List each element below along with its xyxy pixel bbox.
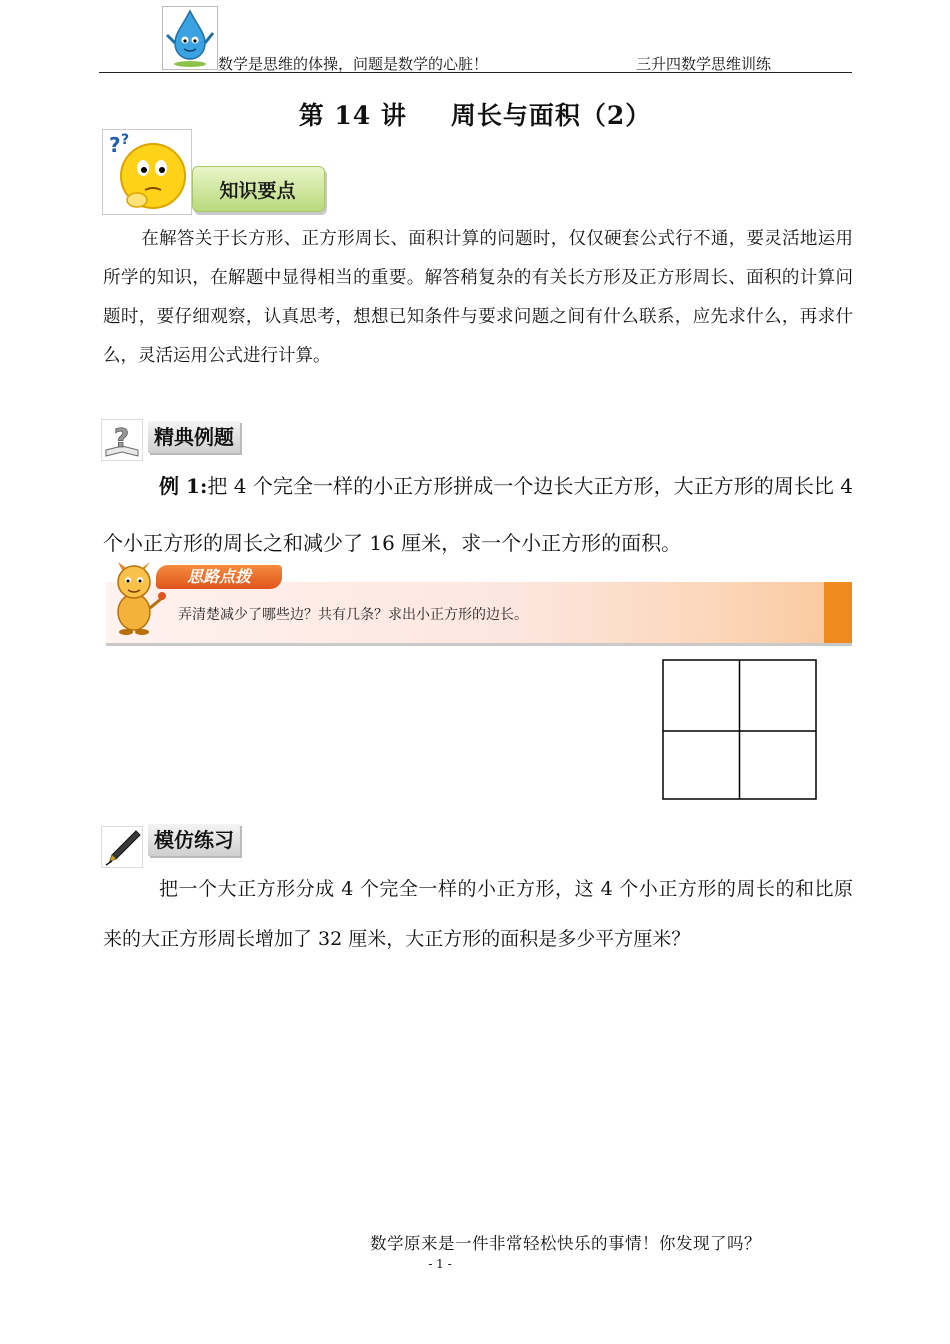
practice-heading: 模仿练习 <box>148 824 240 856</box>
page-title <box>0 96 950 132</box>
practice-text: 把一个大正方形分成 4 个完全一样的小正方形，这 4 个小正方形的周长的和比原来的大正方形周长增加了 32 厘米，大正方形的面积是多少平方厘米？ <box>103 878 853 950</box>
header-slogan: 数学是思维的体操，问题是数学的心脏！ <box>218 55 489 73</box>
knowledge-paragraph-text: 在解答关于长方形、正方形周长、面积计算的问题时，仅仅硬套公式行不通，要灵活地运用所学的知识，在解题中显得相当的重要。解答稍复杂的有关长方形及正方形周长、面积的计算问题时，要仔细观察，认真思考，想想已知条件与要求问题之间有什么联系，应先求什么，再求什么，灵活运用公式进行计算。 <box>103 229 853 366</box>
svg-text:?: ? <box>114 424 130 454</box>
hint-text: 弄清楚减少了哪些边？共有几条？求出小正方形的边长。 <box>178 607 528 623</box>
page-number: - 1 - <box>428 1257 452 1271</box>
hint-band-accent <box>824 582 852 643</box>
water-drop-mascot-icon <box>162 6 218 70</box>
fountain-pen-icon <box>101 826 143 868</box>
example-1 <box>103 458 853 572</box>
four-squares-figure <box>662 659 817 800</box>
example-1-label: 例 1: <box>159 474 208 498</box>
knowledge-paragraph <box>103 220 853 376</box>
example-1-text: 把 4 个完全一样的小正方形拼成一个边长大正方形，大正方形的周长比 4 个小正方形的周长之和减少了 16 厘米，求一个小正方形的面积。 <box>103 474 854 555</box>
thinking-smiley-icon <box>102 129 192 215</box>
knowledge-points-label: 知识要点 <box>219 180 296 202</box>
svg-text:?: ? <box>109 133 121 157</box>
header-course-title: 三升四数学思维训练 <box>636 55 772 73</box>
hint-tag: 思路点拨 <box>156 565 282 589</box>
header-divider <box>99 72 852 73</box>
svg-text:?: ? <box>121 132 130 148</box>
footer-quote: 数学原来是一件非常轻松快乐的事情！你发现了吗？ <box>370 1234 761 1253</box>
question-book-icon <box>101 419 143 461</box>
lecture-topic: 周长与面积（2） <box>450 101 652 130</box>
examples-heading: 精典例题 <box>148 421 240 453</box>
lecture-number: 第 14 讲 <box>298 101 407 130</box>
